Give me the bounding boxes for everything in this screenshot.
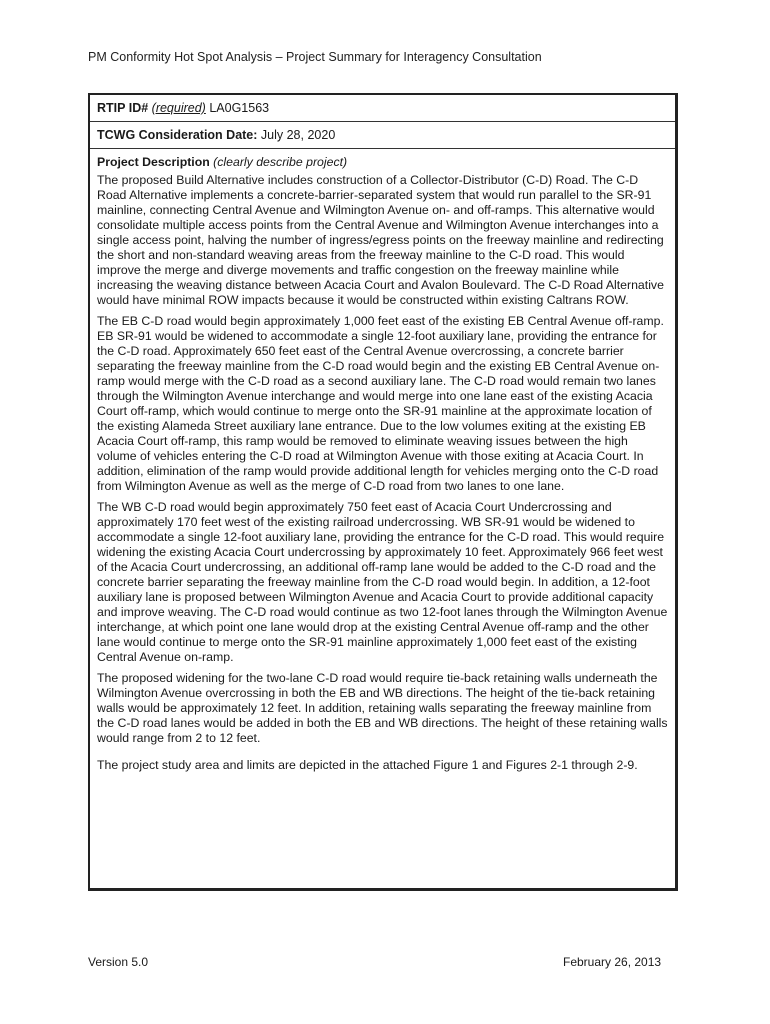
project-description-label: Project Description bbox=[97, 155, 210, 169]
project-description-section bbox=[90, 149, 675, 773]
footer-date: February 26, 2013 bbox=[563, 955, 662, 969]
rtip-label: RTIP ID# bbox=[97, 101, 149, 115]
description-paragraph: The WB C-D road would begin approximately 750 feet east of Acacia Court Undercrossing and approximately 170 feet west of the existing railroad undercrossing. WB SR-91 would be widened to accommodate a single 12-foot auxiliary lane, providing the entrance for the C-D road. This would require widening the existing Acacia Court undercrossing by approximately 10 feet. Approximately 966 feet west of the Acacia Court undercrossing, an additional off-ramp lane would be added to the C-D road and the concrete barrier separating the freeway mainline from the C-D road would begin. In addition, a 12-foot auxiliary lane is proposed between Wilmington Avenue and Acacia Court to provide additional capacity and improve weaving. The C-D road would continue as two 12-foot lanes through the Wilmington Avenue interchange, at which point one lane would drop at the existing Central Avenue off-ramp and the other lane would continue to merge onto the SR-91 mainline approximately 1,000 feet east of the existing Central Avenue on-ramp. bbox=[97, 500, 668, 664]
document-header: PM Conformity Hot Spot Analysis – Project Summary for Interagency Consultation bbox=[88, 50, 542, 64]
project-description-heading bbox=[97, 155, 669, 170]
description-paragraph: The proposed Build Alternative includes construction of a Collector-Distributor (C-D) Road. The C-D Road Alternative implements a concrete-barrier-separated system that would run parallel to the SR-91 mainline, connecting Central Avenue and Wilmington Avenue on- and off-ramps. This alternative would consolidate multiple access points from the Central Avenue and Wilmington Avenue interchanges into a single access point, halving the number of ingress/egress points on the freeway mainline and redirecting the short and non-standard weaving areas from the freeway mainline to the C-D road. This would improve the merge and diverge movements and traffic congestion on the freeway mainline while increasing the weaving distance between Acacia Court and Avalon Boulevard. The C-D Road Alternative would have minimal ROW impacts because it would be constructed within existing Caltrans ROW. bbox=[97, 173, 664, 307]
tcwg-row bbox=[90, 122, 675, 149]
footer-version: Version 5.0 bbox=[88, 955, 149, 969]
tcwg-date-value: July 28, 2020 bbox=[260, 128, 336, 142]
rtip-value: LA0G1563 bbox=[209, 101, 270, 115]
rtip-required-note: (required) bbox=[151, 101, 206, 115]
project-description-hint: (clearly describe project) bbox=[213, 155, 348, 169]
rtip-row bbox=[90, 95, 675, 122]
description-paragraph: The proposed widening for the two-lane C-D road would require tie-back retaining walls underneath the Wilmington Avenue overcrossing in both the EB and WB directions. The height of the tie-back retaining walls would be approximately 12 feet. In addition, retaining walls separating the freeway mainline from the C-D road lanes would be added in both the EB and WB directions. The height of these retaining walls would range from 2 to 12 feet. bbox=[97, 671, 668, 745]
description-paragraph: The EB C-D road would begin approximately 1,000 feet east of the existing EB Central Avenue off-ramp. EB SR-91 would be widened to accommodate a single 12-foot auxiliary lane, providing the entrance for the C-D road. Approximately 650 feet east of the Central Avenue overcrossing, a concrete barrier separating the freeway mainline from the C-D road would begin and the existing EB Central Avenue on-ramp would merge with the C-D road as a second auxiliary lane. The C-D road would remain two lanes through the Wilmington Avenue interchange and would merge into one lane east of the existing Acacia Court off-ramp, which would continue to merge onto the SR-91 mainline at the approximate location of the existing Alameda Street auxiliary lane entrance. Due to the low volumes exiting at the existing EB Acacia Court off-ramp, this ramp would be removed to eliminate weaving issues between the high volume of vehicles entering the C-D road at Wilmington Avenue with those exiting at Acacia Court. In addition, elimination of the ramp would provide additional length for vehicles merging onto the C-D road from Wilmington Avenue as well as the merge of C-D road from two lanes to one lane. bbox=[97, 314, 664, 493]
tcwg-label: TCWG Consideration Date: bbox=[97, 128, 258, 142]
project-summary-form bbox=[88, 93, 678, 891]
description-paragraph: The project study area and limits are depicted in the attached Figure 1 and Figures 2-1 through 2-9. bbox=[97, 758, 638, 772]
